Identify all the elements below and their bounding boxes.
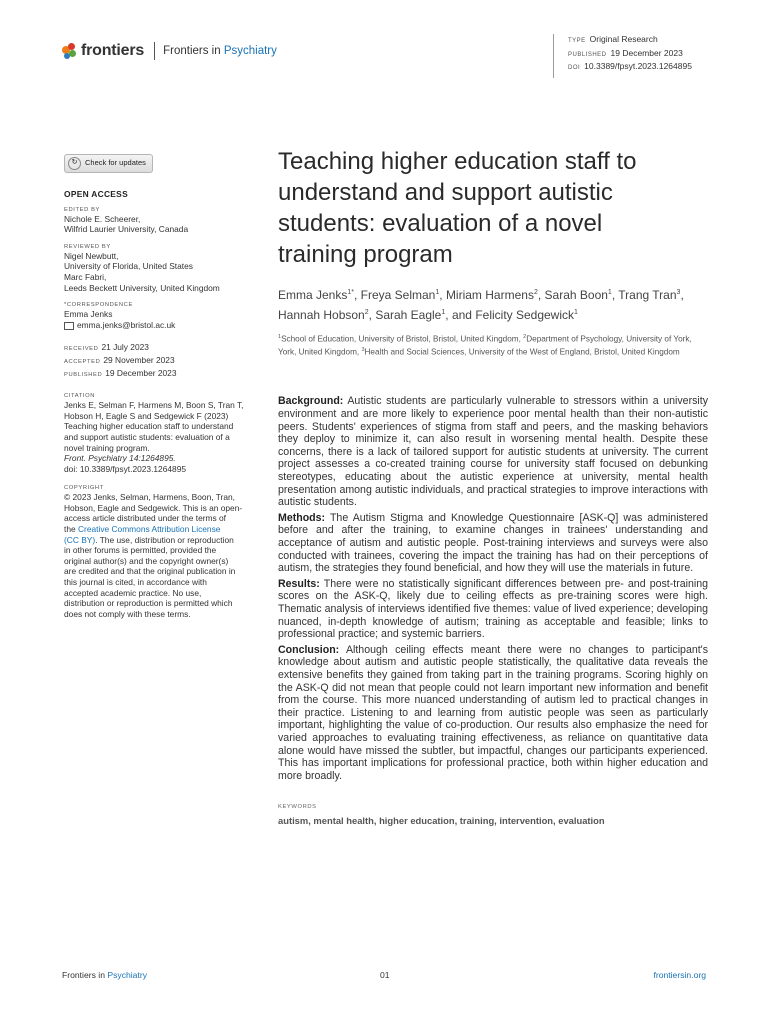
page-footer (62, 970, 706, 984)
footer-journal[interactable]: Frontiers in Psychiatry (62, 970, 148, 980)
affiliation-text: Department of Psychology, University of York, York, United Kingdom, (278, 334, 692, 357)
journal-prefix: Frontiers in (163, 45, 221, 57)
meta-type: TYPE Original Research (568, 34, 658, 44)
abstract-text: There were no statistically significant differences between pre- and post-training scores on the ASK-Q, likely due to ceiling effects as pre-training scores were high. Thematic analysis of interviews identified five themes: value of lived experience; developing nuanced, in-depth knowledge of autism; training as acceptable and feasible; links to professional practice; and systemic barriers. (278, 577, 708, 641)
journal-title: Psychiatry (223, 45, 277, 57)
keywords-label: KEYWORDS (278, 804, 317, 811)
article-meta (553, 34, 692, 78)
author-affiliation-marker: 3 (676, 289, 681, 296)
keywords: autism, mental health, higher education, training, intervention, evaluation (278, 815, 605, 827)
affiliations (278, 332, 708, 357)
logo-text: frontiers (81, 42, 145, 59)
author-name[interactable]: Felicity Sedgewick (475, 308, 575, 322)
author-name[interactable]: Hannah Hobson (278, 308, 365, 322)
copyright-label: COPYRIGHT (64, 485, 104, 492)
author-affiliation-marker: 2 (364, 309, 369, 316)
journal-name[interactable] (163, 45, 277, 57)
abstract-heading: Conclusion: (278, 643, 340, 656)
author-affiliation-marker: 1 (435, 289, 440, 296)
author-name[interactable]: Emma Jenks (278, 288, 348, 302)
author-name[interactable]: Sarah Boon (544, 288, 608, 302)
abstract-text: Autistic students are particularly vulnerable to stressors within a university environment and are more likely to experience poor mental health than their non-autistic peers. Students' experiences of stigma from staff and peers, and the masking behaviors they deploy to minimize it, can also result in worsening mental health. Despite these concerns, there is a lack of tailored support for autistic students at university. The current project assesses a co-created training course for university staff focused on debunking stereotypes, educating about the autistic experience at university, mental health presentation among autistic individuals, and practical strategies to improve interactions with autistic students. (278, 395, 708, 509)
abstract (278, 395, 708, 782)
license-link[interactable]: Creative Commons Attribution License (77, 524, 221, 535)
citation-doi[interactable]: doi: 10.3389/fpsyt.2023.1264895 (64, 463, 187, 474)
logo-divider (154, 42, 155, 60)
author-and: and (451, 308, 472, 322)
correspondence-email[interactable]: emma.jenks@bristol.ac.uk (64, 320, 260, 331)
abstract-text: The Autism Stigma and Knowledge Questionnaire [ASK-Q] was administered before and after the training, to examine changes in trainees' understanding and acceptance of autism and autistic people. Post-training interviews and surveys were also conducted with trainees, covering the impact the training has had on their perceptions of autism, the strategies they found beneficial, and how they will use the materials in future. (278, 511, 708, 575)
article-dates: RECEIVED 21 July 2023 ACCEPTED 29 November 2023 PUBLISHED 19 December 2023 (64, 342, 177, 378)
affiliation-marker: 2 (523, 334, 527, 340)
article-sidebar (64, 154, 260, 619)
frontiers-logo[interactable] (62, 42, 277, 60)
author-affiliation-marker: 2 (533, 289, 538, 296)
affiliation-marker: 3 (361, 346, 365, 353)
check-updates-label: Check for updates (85, 158, 146, 168)
article-title: Teaching higher education staff to understand and support autistic students: evaluation of a novel training program (278, 148, 637, 268)
affiliation-text: Health and Social Sciences, University of the West of England, Bristol, United Kingdom (364, 347, 680, 357)
affiliation-marker: 1 (278, 334, 282, 340)
page-number: 01 (380, 970, 390, 980)
article-main (278, 146, 708, 826)
author-name[interactable]: Trang Tran (618, 288, 677, 302)
citation-label: CITATION (64, 393, 95, 400)
author-affiliation-marker: 1 (441, 309, 446, 316)
frontiers-logo-icon (62, 43, 78, 59)
abstract-section (278, 512, 708, 575)
author-affiliation-marker: 1* (347, 289, 354, 296)
abstract-section (278, 644, 708, 783)
abstract-section (278, 395, 708, 508)
author-name[interactable]: Sarah Eagle (375, 308, 442, 322)
copyright: © 2023 Jenks, Selman, Harmens, Boon, Tran, Hobson, Eagle and Sedgewick. This is an open- access article distributed under the terms of the Creative Commons Attribution License (CC BY). The use, distribution or reproduction in other forums is permitted, provided the original author(s) and the copyright owner(s) are credited and that the original publication in this journal is cited, in accordance with accepted academic practice. No use, distribution or reproduction is permitted which does not comply with these terms. (64, 492, 243, 619)
page-header (62, 34, 712, 80)
abstract-heading: Results: (278, 577, 320, 590)
reviewed-by-label: REVIEWED BY (64, 243, 111, 250)
correspondence-label: *CORRESPONDENCE (64, 302, 133, 309)
author-list: Emma Jenks$^{1*}$, Freya Selman$^1$, Miriam Harmens$^2$, Sarah Boon$^1$, Trang Tran$^3$, Hannah Hobson$^2$, Sarah Eagle$^1$, and Felicity Sedgewick$^1$ (278, 288, 684, 322)
citation: Jenks E, Selman F, Harmens M, Boon S, Tran T, Hobson H, Eagle S and Sedgewick F (2023) Teaching higher education staff to understand and support autistic students: evaluation of a novel training program. Front. Psychiatry 14:1264895. doi: 10.3389/fpsyt.2023.1264895 (64, 400, 260, 474)
reviewed-by: Nigel Newbutt, University of Florida, United States Marc Fabri, Leeds Beckett University, United Kingdom (64, 250, 220, 293)
abstract-text: Although ceiling effects meant there were no changes to participant's knowledge about autism and autistic people statistically, the qualitative data reveals the extensive benefits they gained from taking part in the training programs. Scoring highly on the ASK-Q did not mean that people could not learn important new information and benefit from the course. This more nuanced understanding of autism led to practical changes in their practice. Listening to and learning from autistic people was seen as particularly important, highlighting the value of co-production. Our results also emphasize the need for varied approaches to evaluating training effectiveness, as reliance on quantitative data alone would have missed the subtler, but impactful, changes our participants experienced. This has important implications for professional practice, both within higher education and more broadly. (278, 643, 708, 782)
correspondence: Emma Jenks emma.jenks@bristol.ac.uk (64, 309, 260, 330)
abstract-section (278, 578, 708, 641)
check-for-updates-button[interactable] (64, 154, 153, 173)
meta-doi[interactable]: DOI 10.3389/fpsyt.2023.1264895 (568, 61, 692, 71)
author-affiliation-marker: 1 (607, 289, 612, 296)
author-name[interactable]: Freya Selman (360, 288, 436, 302)
author-name[interactable]: Miriam Harmens (445, 288, 534, 302)
open-access-label: OPEN ACCESS (64, 189, 128, 199)
author-affiliation-marker: 1 (574, 309, 578, 316)
affiliation-text: School of Education, University of Bristol, Bristol, United Kingdom, (281, 334, 524, 344)
abstract-heading: Methods: (278, 511, 326, 524)
refresh-icon: ↻ (68, 157, 81, 170)
edited-by-label: EDITED BY (64, 206, 101, 213)
license-link-cc-by[interactable]: (CC BY) (64, 534, 96, 545)
meta-published: PUBLISHED 19 December 2023 (568, 47, 683, 58)
footer-site-link[interactable]: frontiersin.org (653, 970, 706, 980)
edited-by: Nichole E. Scheerer, Wilfrid Laurier University, Canada (64, 213, 189, 235)
abstract-heading: Background: (278, 395, 344, 408)
mail-icon (64, 322, 74, 330)
